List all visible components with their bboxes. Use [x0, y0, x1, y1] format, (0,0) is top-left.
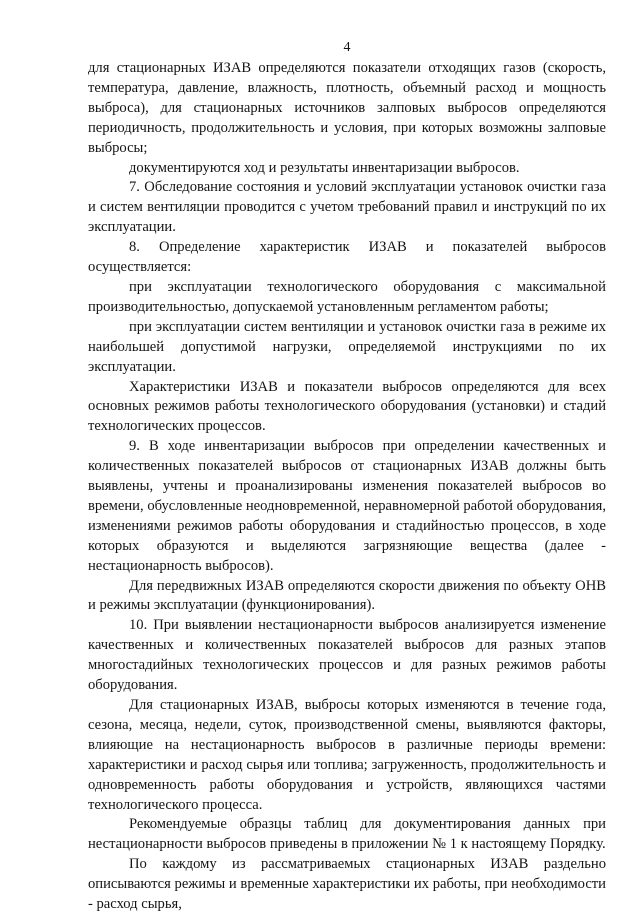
- paragraph-6: при эксплуатации систем вентиляции и установок очистки газа в режиме их наибольшей допустимой нагрузки, определяемой инструкциями по их эксплуатации.: [88, 318, 606, 375]
- paragraph-4: 8. Определение характеристик ИЗАВ и показателей выбросов осуществляется:: [88, 239, 606, 276]
- paragraph-12: Рекомендуемые образцы таблиц для документирования данных при нестационарности выбросов приведены в приложении № 1 к настоящему Порядку.: [88, 816, 606, 853]
- paragraph-9: Для передвижных ИЗАВ определяются скорости движения по объекту ОНВ и режимы эксплуатации (функционирования).: [88, 577, 606, 614]
- paragraph-13: По каждому из рассматриваемых стационарных ИЗАВ раздельно описываются режимы и временные характеристики их работы, при необходимости - расход сырья,: [88, 856, 606, 913]
- paragraph-2: документируются ход и результаты инвентаризации выбросов.: [129, 159, 520, 176]
- paragraph-8: 9. В ходе инвентаризации выбросов при определении качественных и количественных показателей выбросов от стационарных ИЗАВ должны быть выявлены, учтены и проанализированы изменения показателей выбросов во времени, обусловленные неодновременной, неравномерной работой оборудования, изменениями режимов работы оборудования и стадийностью процессов, в ходе которых образуются и выделяются загрязняющие вещества (далее - нестационарность выбросов).: [88, 438, 606, 574]
- paragraph-1: для стационарных ИЗАВ определяются показатели отходящих газов (скорость, температура, давление, влажность, плотность, объемный расход и мощность выброса), для стационарных источников залповых выбросов определяются периодичность, продолжительность и условия, при которых возможны залповые выбросы;: [88, 60, 606, 156]
- paragraph-5: при эксплуатации технологического оборудования с максимальной производительностью, допускаемой установленным регламентом работы;: [88, 278, 606, 315]
- paragraph-10: 10. При выявлении нестационарности выбросов анализируется изменение качественных и количественных показателей выбросов для разных этапов многостадийных технологических процессов и для разных режимов работы оборудования.: [88, 617, 606, 694]
- paragraph-3: 7. Обследование состояния и условий эксплуатации установок очистки газа и систем вентиляции проводится с учетом требований правил и инструкций по их эксплуатации.: [88, 179, 606, 236]
- paragraph-7: Характеристики ИЗАВ и показатели выбросов определяются для всех основных режимов работы технологического оборудования (установки) и стадий технологических процессов.: [88, 378, 606, 435]
- page-number: 4: [343, 40, 351, 55]
- paragraph-11: Для стационарных ИЗАВ, выбросы которых изменяются в течение года, сезона, месяца, недели, суток, производственной смены, выявляются факторы, влияющие на нестационарность выбросов в различные периоды времени: характеристики и расход сырья или топлива; загруженность, продолжительность и одновременность работы оборудования и устройств, являющихся частями технологического процесса.: [88, 697, 606, 813]
- document-body: [88, 59, 606, 915]
